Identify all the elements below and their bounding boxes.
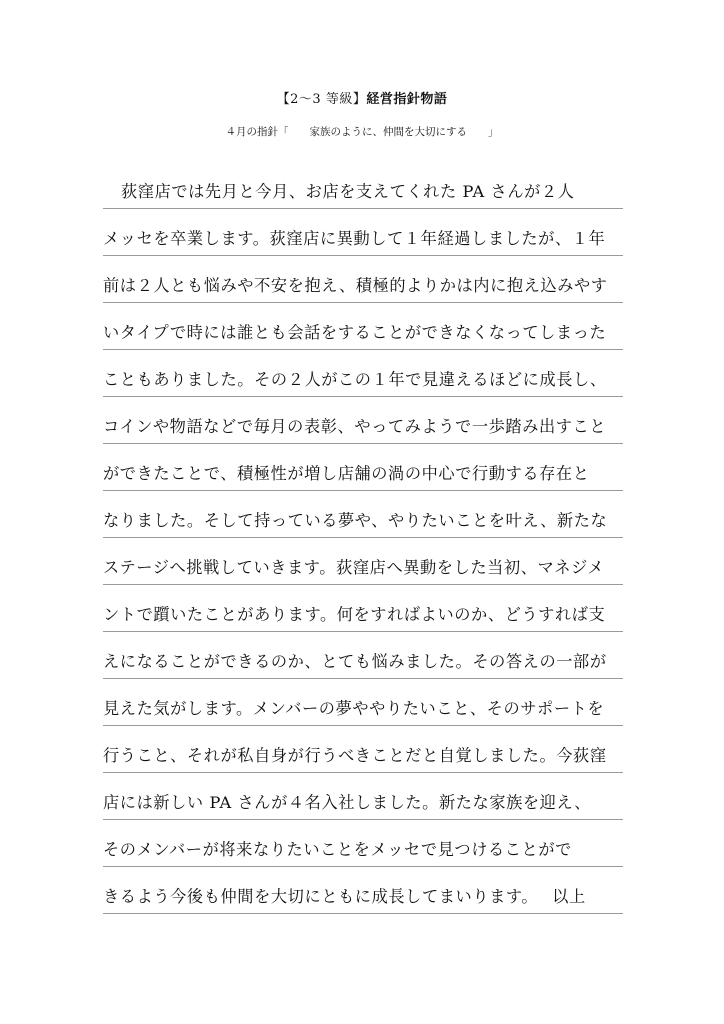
document-title <box>0 88 724 107</box>
ruled-line <box>103 491 623 538</box>
line-text: いタイプで時には誰とも会話をすることができなくなってしまった <box>103 323 607 342</box>
line-text: 荻窪店では先月と今月、お店を支えてくれた PA さんが２人 <box>121 182 575 201</box>
ruled-line <box>103 585 623 632</box>
line-text: ができたことで、積極性が増し店舗の渦の中心で行動する存在と <box>103 464 590 483</box>
line-text: 店には新しい PA さんが４名入社しました。新たな家族を迎え、 <box>103 793 592 812</box>
final-sentence: きるよう今後も仲間を大切にともに成長してまいります。 <box>103 887 539 906</box>
ruled-line <box>103 162 623 209</box>
line-text: 見えた気がします。メンバーの夢ややりたいこと、そのサポートを <box>103 699 605 718</box>
ruled-line <box>103 632 623 679</box>
ruled-line <box>103 209 623 256</box>
title-main: 経営指針物語 <box>366 92 448 107</box>
line-text: ステージへ挑戦していきます。荻窪店へ異動をした当初、マネジメ <box>103 558 605 577</box>
ruled-line <box>103 350 623 397</box>
ruled-line <box>103 679 623 726</box>
line-text: なりました。そして持っている夢や、やりたいことを叶え、新たな <box>103 511 608 530</box>
line-text: えになることができるのか、とても悩みました。その答えの一部が <box>103 652 607 671</box>
ruled-line <box>103 303 623 350</box>
line-text: コインや物語などで毎月の表彰、やってみようで一歩踏み出すこと <box>103 417 607 436</box>
line-text: 行うこと、それが私自身が行うべきことだと自覚しました。今荻窪 <box>103 746 607 765</box>
ruled-line <box>103 726 623 773</box>
ruled-line <box>103 773 623 820</box>
title-grade: 【2〜3 等級】 <box>276 92 367 107</box>
ruled-line <box>103 820 623 867</box>
closing-mark: 以上 <box>552 887 586 906</box>
line-text: ントで躓いたことがあります。何をすればよいのか、どうすれば支 <box>103 605 606 624</box>
ruled-line <box>103 256 623 303</box>
line-text: こともありました。その２人がこの１年で見違えるほどに成長し、 <box>103 370 607 389</box>
line-text <box>103 883 586 907</box>
line-text: 前は２人とも悩みや不安を抱え、積極的よりかは内に抱え込みやす <box>103 276 608 295</box>
ruled-line <box>103 538 623 585</box>
line-text: メッセを卒業します。荻窪店に異動して１年経過しましたが、１年 <box>103 229 606 248</box>
ruled-line <box>103 397 623 444</box>
line-text: そのメンバーが将来なりたいことをメッセで見つけることがで <box>103 840 572 859</box>
ruled-text-body <box>103 162 623 914</box>
ruled-line <box>103 867 623 914</box>
ruled-line <box>103 444 623 491</box>
monthly-guideline-subtitle: ４月の指針「 家族のように、仲間を大切にする 」 <box>225 126 499 138</box>
